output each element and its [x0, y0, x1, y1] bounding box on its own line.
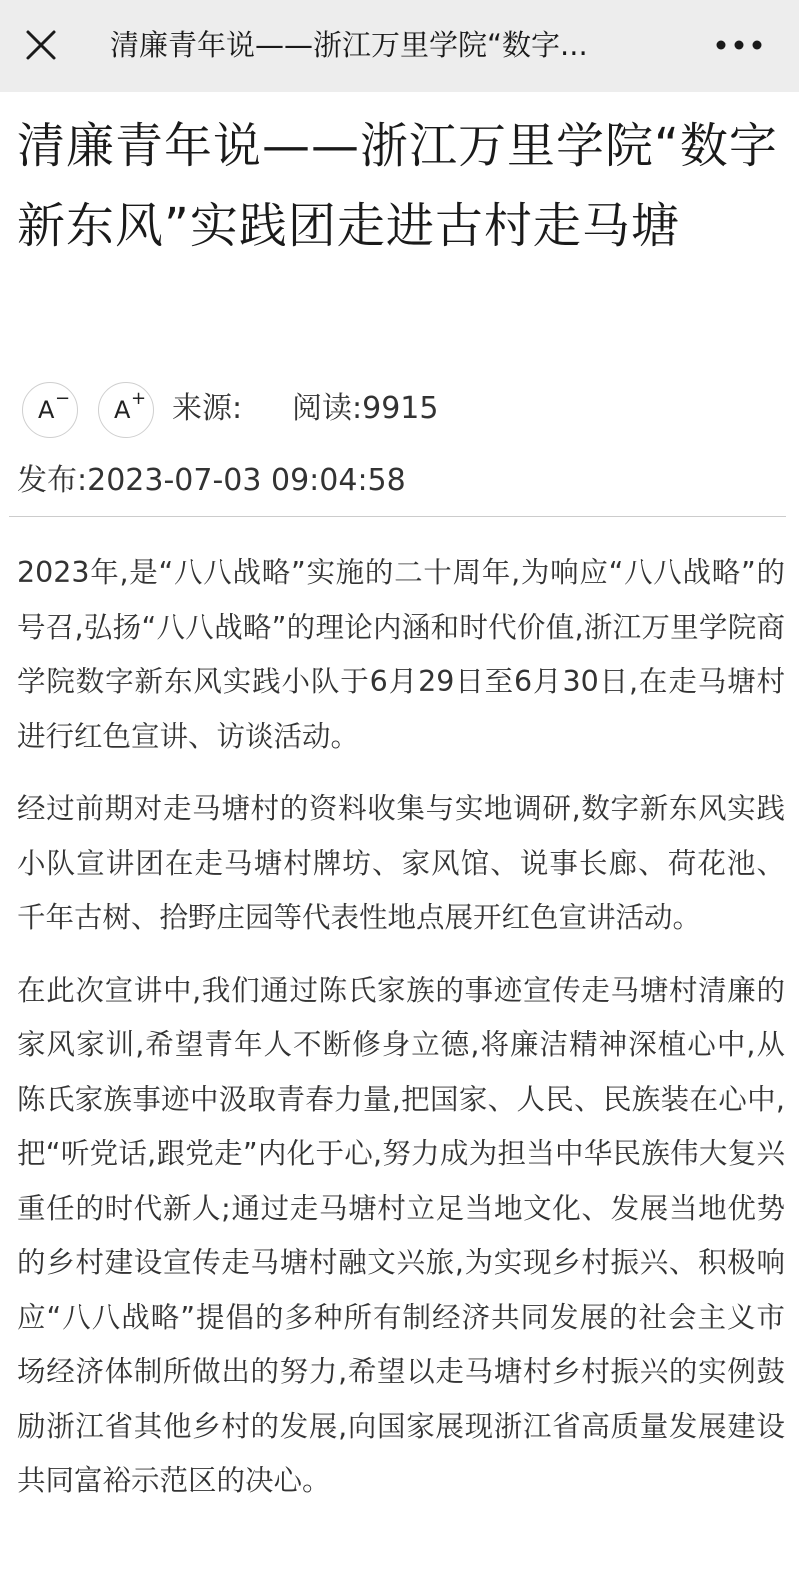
article-read-count: 阅读:9915 — [292, 391, 439, 426]
font-decrease-sign: − — [55, 388, 71, 409]
more-dots-icon — [712, 30, 766, 60]
article-headline: 清廉青年说——浙江万里学院“数字新东风”实践团走进古村走马塘 — [17, 118, 778, 254]
more-options-button[interactable] — [712, 30, 766, 60]
article-paragraph: 在此次宣讲中,我们通过陈氏家族的事迹宣传走马塘村清廉的家风家训,希望青年人不断修身立德,将廉洁精神深植心中,从陈氏家族事迹中汲取青春力量,把国家、人民、民族装在心中,把“听党话,跟党走”内化于心,努力成为担当中华民族伟大复兴重任的时代新人;通过走马塘村立足当地文化、发展当地优势的乡村建设宣传走马塘村融文兴旅,为实现乡村振兴、积极响应“八八战略”提倡的多种所有制经济共同发展的社会主义市场经济体制所做出的努力,希望以走马塘村乡村振兴的实例鼓励浙江省其他乡村的发展,向国家展现浙江省高质量发展建设共同富裕示范区的决心。 — [17, 973, 785, 1497]
page-title: 清廉青年说——浙江万里学院“数字... — [110, 28, 588, 62]
font-increase-sign: + — [131, 388, 147, 409]
article-meta-row — [22, 382, 782, 442]
article-publish-time: 发布:2023-07-03 09:04:58 — [17, 463, 406, 498]
article-paragraph: 经过前期对走马塘村的资料收集与实地调研,数字新东风实践小队宣讲团在走马塘村牌坊、家风馆、说事长廊、荷花池、千年古树、拾野庄园等代表性地点展开红色宣讲活动。 — [17, 792, 785, 934]
close-icon — [22, 26, 60, 64]
article-body — [17, 546, 785, 1527]
font-increase-button[interactable] — [98, 382, 154, 438]
font-decrease-button[interactable] — [22, 382, 78, 438]
font-increase-icon: A — [114, 396, 131, 424]
font-decrease-icon: A — [38, 396, 55, 424]
article-source: 来源: — [172, 391, 243, 426]
article-paragraph: 2023年,是“八八战略”实施的二十周年,为响应“八八战略”的号召,弘扬“八八战略”的理论内涵和时代价值,浙江万里学院商学院数字新东风实践小队于6月29日至6月30日,在走马塘村进行红色宣讲、访谈活动。 — [17, 556, 785, 753]
top-nav-bar — [0, 0, 799, 92]
article — [0, 92, 799, 1580]
divider — [9, 516, 786, 517]
close-button[interactable] — [22, 26, 60, 64]
